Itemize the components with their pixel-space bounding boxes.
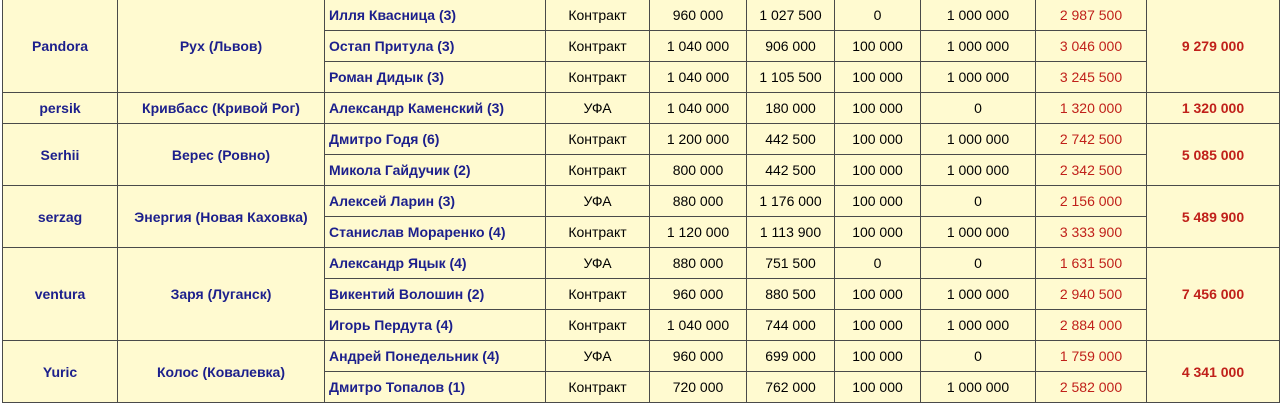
amount-cell-2[interactable]: 880 500 bbox=[747, 279, 835, 310]
row-sum-cell[interactable]: 2 342 500 bbox=[1036, 155, 1147, 186]
amount-cell-1[interactable]: 720 000 bbox=[650, 372, 747, 403]
table-row bbox=[3, 186, 1280, 217]
player-cell[interactable]: Станислав Мораренко (4) bbox=[325, 217, 546, 248]
row-sum-cell[interactable]: 3 333 900 bbox=[1036, 217, 1147, 248]
amount-cell-3[interactable]: 100 000 bbox=[835, 62, 921, 93]
contract-type-cell[interactable]: Контракт bbox=[546, 279, 650, 310]
amount-cell-1[interactable]: 1 040 000 bbox=[650, 310, 747, 341]
contract-type-cell[interactable]: Контракт bbox=[546, 62, 650, 93]
player-cell[interactable]: Остап Притула (3) bbox=[325, 31, 546, 62]
amount-cell-2[interactable]: 442 500 bbox=[747, 155, 835, 186]
table-row bbox=[3, 248, 1280, 279]
amount-cell-4[interactable]: 1 000 000 bbox=[921, 62, 1036, 93]
group-total-cell[interactable]: 5 085 000 bbox=[1147, 124, 1280, 186]
amount-cell-1[interactable]: 1 120 000 bbox=[650, 217, 747, 248]
amount-cell-4[interactable]: 1 000 000 bbox=[921, 155, 1036, 186]
contract-type-cell[interactable]: УФА bbox=[546, 93, 650, 124]
amount-cell-3[interactable]: 0 bbox=[835, 248, 921, 279]
owner-cell[interactable]: Serhii bbox=[3, 124, 118, 186]
amount-cell-3[interactable]: 100 000 bbox=[835, 124, 921, 155]
table-row bbox=[3, 124, 1280, 155]
group-total-cell[interactable]: 5 489 900 bbox=[1147, 186, 1280, 248]
amount-cell-4[interactable]: 1 000 000 bbox=[921, 372, 1036, 403]
amount-cell-3[interactable]: 100 000 bbox=[835, 31, 921, 62]
player-cell[interactable]: Илля Квасница (3) bbox=[325, 0, 546, 31]
player-cell[interactable]: Игорь Пердута (4) bbox=[325, 310, 546, 341]
amount-cell-3[interactable]: 100 000 bbox=[835, 155, 921, 186]
amount-cell-2[interactable]: 906 000 bbox=[747, 31, 835, 62]
player-cell[interactable]: Алексей Ларин (3) bbox=[325, 186, 546, 217]
table-row bbox=[3, 0, 1280, 31]
contract-type-cell[interactable]: УФА bbox=[546, 341, 650, 372]
player-cell[interactable]: Александр Каменский (3) bbox=[325, 93, 546, 124]
amount-cell-3[interactable]: 100 000 bbox=[835, 310, 921, 341]
amount-cell-2[interactable]: 762 000 bbox=[747, 372, 835, 403]
amount-cell-1[interactable]: 880 000 bbox=[650, 248, 747, 279]
amount-cell-2[interactable]: 744 000 bbox=[747, 310, 835, 341]
amount-cell-3[interactable]: 100 000 bbox=[835, 93, 921, 124]
group-total-cell[interactable]: 7 456 000 bbox=[1147, 248, 1280, 341]
player-cell[interactable]: Дмитро Годя (6) bbox=[325, 124, 546, 155]
amount-cell-4[interactable]: 1 000 000 bbox=[921, 124, 1036, 155]
amount-cell-1[interactable]: 1 040 000 bbox=[650, 31, 747, 62]
amount-cell-4[interactable]: 0 bbox=[921, 341, 1036, 372]
amount-cell-2[interactable]: 1 176 000 bbox=[747, 186, 835, 217]
contract-type-cell[interactable]: Контракт bbox=[546, 217, 650, 248]
row-sum-cell[interactable]: 1 320 000 bbox=[1036, 93, 1147, 124]
amount-cell-4[interactable]: 1 000 000 bbox=[921, 31, 1036, 62]
row-sum-cell[interactable]: 2 156 000 bbox=[1036, 186, 1147, 217]
contract-type-cell[interactable]: Контракт bbox=[546, 0, 650, 31]
amount-cell-2[interactable]: 1 027 500 bbox=[747, 0, 835, 31]
row-sum-cell[interactable]: 2 742 500 bbox=[1036, 124, 1147, 155]
amount-cell-3[interactable]: 0 bbox=[835, 0, 921, 31]
contract-type-cell[interactable]: УФА bbox=[546, 186, 650, 217]
club-cell[interactable]: Верес (Ровно) bbox=[118, 124, 325, 186]
player-cell[interactable]: Андрей Понедельник (4) bbox=[325, 341, 546, 372]
group-total-cell[interactable]: 1 320 000 bbox=[1147, 93, 1280, 124]
amount-cell-3[interactable]: 100 000 bbox=[835, 186, 921, 217]
amount-cell-1[interactable]: 960 000 bbox=[650, 341, 747, 372]
amount-cell-1[interactable]: 1 040 000 bbox=[650, 62, 747, 93]
amount-cell-2[interactable]: 699 000 bbox=[747, 341, 835, 372]
table-row bbox=[3, 93, 1280, 124]
row-sum-cell[interactable]: 2 940 500 bbox=[1036, 279, 1147, 310]
owner-cell[interactable]: Yuric bbox=[3, 341, 118, 403]
amount-cell-1[interactable]: 1 040 000 bbox=[650, 93, 747, 124]
amount-cell-1[interactable]: 880 000 bbox=[650, 186, 747, 217]
owner-cell[interactable]: ventura bbox=[3, 248, 118, 341]
club-cell[interactable]: Колос (Ковалевка) bbox=[118, 341, 325, 403]
club-cell[interactable]: Кривбасс (Кривой Рог) bbox=[118, 93, 325, 124]
player-cell[interactable]: Викентий Волошин (2) bbox=[325, 279, 546, 310]
amount-cell-4[interactable]: 1 000 000 bbox=[921, 310, 1036, 341]
contract-type-cell[interactable]: Контракт bbox=[546, 372, 650, 403]
amount-cell-1[interactable]: 960 000 bbox=[650, 0, 747, 31]
amount-cell-1[interactable]: 960 000 bbox=[650, 279, 747, 310]
amount-cell-3[interactable]: 100 000 bbox=[835, 372, 921, 403]
contract-type-cell[interactable]: Контракт bbox=[546, 124, 650, 155]
row-sum-cell[interactable]: 1 631 500 bbox=[1036, 248, 1147, 279]
amount-cell-3[interactable]: 100 000 bbox=[835, 279, 921, 310]
player-cell[interactable]: Александр Яцык (4) bbox=[325, 248, 546, 279]
row-sum-cell[interactable]: 3 245 500 bbox=[1036, 62, 1147, 93]
group-total-cell[interactable]: 4 341 000 bbox=[1147, 341, 1280, 403]
amount-cell-2[interactable]: 180 000 bbox=[747, 93, 835, 124]
row-sum-cell[interactable]: 3 046 000 bbox=[1036, 31, 1147, 62]
contract-type-cell[interactable]: Контракт bbox=[546, 31, 650, 62]
amount-cell-3[interactable]: 100 000 bbox=[835, 217, 921, 248]
amount-cell-2[interactable]: 1 113 900 bbox=[747, 217, 835, 248]
amount-cell-4[interactable]: 0 bbox=[921, 93, 1036, 124]
owner-cell[interactable]: serzag bbox=[3, 186, 118, 248]
club-cell[interactable]: Рух (Львов) bbox=[118, 0, 325, 93]
contract-type-cell[interactable]: УФА bbox=[546, 248, 650, 279]
row-sum-cell[interactable]: 2 884 000 bbox=[1036, 310, 1147, 341]
club-cell[interactable]: Заря (Луганск) bbox=[118, 248, 325, 341]
amount-cell-1[interactable]: 800 000 bbox=[650, 155, 747, 186]
table-row bbox=[3, 341, 1280, 372]
amount-cell-4[interactable]: 1 000 000 bbox=[921, 0, 1036, 31]
amount-cell-4[interactable]: 1 000 000 bbox=[921, 279, 1036, 310]
amount-cell-1[interactable]: 1 200 000 bbox=[650, 124, 747, 155]
contract-type-cell[interactable]: Контракт bbox=[546, 155, 650, 186]
owner-cell[interactable]: Pandora bbox=[3, 0, 118, 93]
group-total-cell[interactable]: 9 279 000 bbox=[1147, 0, 1280, 93]
amount-cell-2[interactable]: 1 105 500 bbox=[747, 62, 835, 93]
player-cell[interactable]: Роман Дидык (3) bbox=[325, 62, 546, 93]
transfer-table bbox=[2, 0, 1280, 403]
player-cell[interactable]: Дмитро Топалов (1) bbox=[325, 372, 546, 403]
row-sum-cell[interactable]: 2 582 000 bbox=[1036, 372, 1147, 403]
amount-cell-4[interactable]: 1 000 000 bbox=[921, 217, 1036, 248]
club-cell[interactable]: Энергия (Новая Каховка) bbox=[118, 186, 325, 248]
amount-cell-3[interactable]: 100 000 bbox=[835, 341, 921, 372]
amount-cell-4[interactable]: 0 bbox=[921, 186, 1036, 217]
amount-cell-2[interactable]: 442 500 bbox=[747, 124, 835, 155]
amount-cell-4[interactable]: 0 bbox=[921, 248, 1036, 279]
owner-cell[interactable]: persik bbox=[3, 93, 118, 124]
amount-cell-2[interactable]: 751 500 bbox=[747, 248, 835, 279]
contract-type-cell[interactable]: Контракт bbox=[546, 310, 650, 341]
row-sum-cell[interactable]: 1 759 000 bbox=[1036, 341, 1147, 372]
row-sum-cell[interactable]: 2 987 500 bbox=[1036, 0, 1147, 31]
player-cell[interactable]: Микола Гайдучик (2) bbox=[325, 155, 546, 186]
